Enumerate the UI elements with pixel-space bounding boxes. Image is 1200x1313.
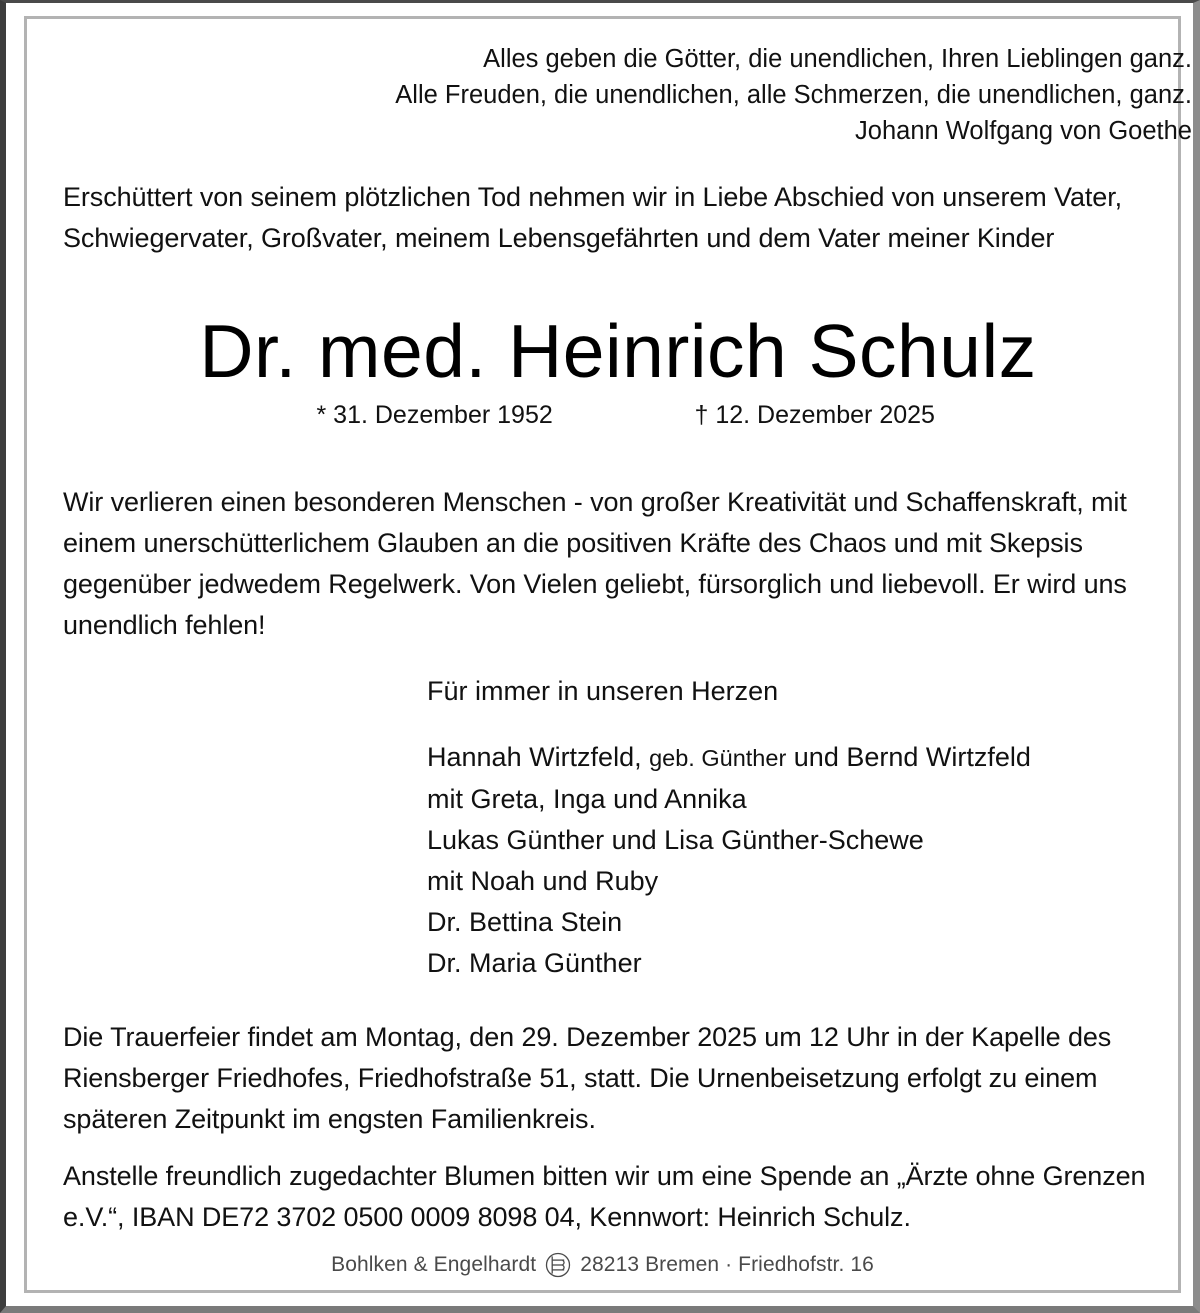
family-signature-block [427, 671, 1187, 984]
quote-line-2: Alle Freuden, die unendlichen, alle Schmerzen, die unendlichen, ganz. [395, 81, 1192, 109]
intro-paragraph [63, 177, 1158, 259]
family-name-line: mit Greta, Inga und Annika [427, 784, 747, 814]
life-dates [63, 399, 1173, 431]
donation-text: Anstelle freundlich zugedachter Blumen bitten wir um eine Spende an „Ärzte ohne Grenzen e.V.“, IBAN DE72 3702 0500 0009 8098 04, Kennwort: Heinrich Schulz. [63, 1161, 1146, 1232]
quote-author: Johann Wolfgang von Goethe [855, 117, 1192, 145]
footer-address: 28213 Bremen · Friedhofstr. 16 [580, 1253, 874, 1276]
tribute-text: Wir verlieren einen besonderen Menschen - von großer Kreativität und Schaffenskraft, mit einem unerschütterlichem Glauben an die positiven Kräfte des Chaos und mit Skepsis gegenüber jedwedem Regelwerk. Von Vielen geliebt, fürsorglich und liebevoll. Er wird uns unendlich fehlen! [63, 487, 1127, 640]
birth-date: * 31. Dezember 1952 [316, 401, 553, 429]
service-details-paragraph [63, 1017, 1168, 1140]
intro-text: Erschüttert von seinem plötzlichen Tod nehmen wir in Liebe Abschied von unserem Vater, Schwiegervater, Großvater, meinem Lebensgefährten und dem Vater meiner Kinder [63, 182, 1122, 253]
family-name-line: mit Noah und Ruby [427, 866, 659, 896]
funeral-home-footer [27, 1252, 1178, 1278]
be-monogram-circle-icon [545, 1252, 571, 1278]
obituary-card-inner-border [24, 16, 1192, 1293]
tribute-paragraph [63, 482, 1168, 646]
family-name-part: Hannah Wirtzfeld, [427, 742, 650, 772]
service-text: Die Trauerfeier findet am Montag, den 29. Dezember 2025 um 12 Uhr in der Kapelle des Riensberger Friedhofes, Friedhofstraße 51, statt. Die Urnenbeisetzung erfolgt zu einem späteren Zeitpunkt im engsten Familienkreis. [63, 1022, 1112, 1134]
obituary-sheet [27, 19, 1192, 1290]
family-name-line: Dr. Bettina Stein [427, 907, 623, 937]
family-name-line [427, 737, 1187, 779]
family-name-part: und Bernd Wirtzfeld [786, 742, 1031, 772]
family-name-line: Lukas Günther und Lisa Günther-Schewe [427, 825, 924, 855]
death-date: † 12. Dezember 2025 [694, 401, 935, 429]
maiden-name-part: geb. Günther [649, 745, 787, 771]
epigraph-quote [67, 41, 1192, 149]
deceased-name: Dr. med. Heinrich Schulz [199, 309, 1037, 393]
deceased-block [63, 307, 1173, 431]
family-heading: Für immer in unseren Herzen [427, 676, 779, 706]
quote-line-1: Alles geben die Götter, die unendlichen, Ihren Lieblingen ganz. [483, 45, 1192, 73]
family-name-list [427, 737, 1187, 984]
donation-request-paragraph [63, 1156, 1168, 1238]
family-name-line: Dr. Maria Günther [427, 948, 642, 978]
footer-company-name: Bohlken & Engelhardt [331, 1253, 537, 1276]
